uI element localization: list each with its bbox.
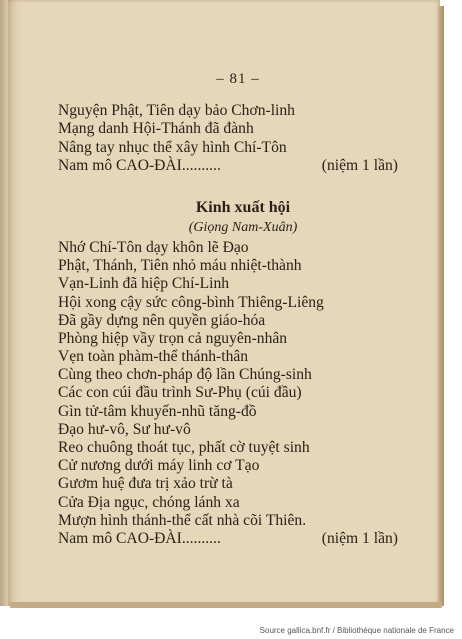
verse-line: Hội xong cậy sức công-bình Thiêng-Liêng	[58, 293, 324, 311]
verse-line: Cử nương dưới máy linh cơ Tạo	[58, 457, 260, 475]
page-number: – 81 –	[216, 71, 260, 87]
verse-line: Đã gầy dựng nên quyền giáo-hóa	[58, 311, 266, 329]
invocation-text: Nam mô CAO-ĐÀI..........	[58, 156, 221, 174]
source-credit: Source gallica.bnf.fr / Bibliothèque nationale de France	[259, 626, 454, 635]
verse-line: Gìn tử-tâm khuyến-nhũ tăng-đồ	[58, 402, 257, 420]
verse-line: Đạo hư-vô, Sư hư-vô	[58, 420, 191, 438]
verse-line: Phật, Thánh, Tiên nhỏ máu nhiệt-thành	[58, 257, 302, 275]
section-title: Kinh xuất hội	[195, 198, 291, 216]
verse-line: Nguyện Phật, Tiên dạy bảo Chơn-linh	[58, 102, 295, 120]
invocation-text: Nam mô CAO-ĐÀI..........	[58, 529, 221, 547]
verse-line: Vạn-Linh đã hiệp Chí-Linh	[58, 275, 230, 293]
verse-line: Vẹn toàn phàm-thể thánh-thân	[58, 348, 249, 366]
verse-line: Cửa Địa ngục, chóng lánh xa	[58, 493, 240, 511]
verse-line: Reo chuông thoát tục, phất cờ tuyệt sinh	[58, 439, 310, 457]
verse-line: Gươm huệ đưa trị xảo trừ tà	[58, 475, 233, 493]
invocation-line	[58, 157, 398, 175]
verse-line: Mạng danh Hội-Thánh đã đành	[58, 120, 254, 138]
verse-line: Mượn hình thánh-thể cất nhà cõi Thiên.	[58, 511, 307, 529]
verse-line: Cùng theo chơn-pháp độ lần Chúng-sinh	[58, 366, 312, 384]
invocation-line	[58, 530, 398, 548]
invocation-note: (niệm 1 lần)	[321, 156, 398, 174]
verse-line: Nhớ Chí-Tôn dạy khôn lẽ Đạo	[58, 238, 249, 256]
page-bottom-edge	[10, 602, 442, 608]
verse-line: Các con cúi đầu trình Sư-Phụ (cúi đầu)	[58, 384, 302, 402]
verse-line: Nâng tay nhục thể xây hình Chí-Tôn	[58, 138, 287, 156]
section-subtitle: (Giọng Nam-Xuân)	[188, 219, 298, 235]
stanza-2	[58, 239, 398, 548]
invocation-note: (niệm 1 lần)	[321, 529, 398, 547]
stanza-1	[58, 102, 398, 175]
page-text	[58, 70, 398, 548]
page-edge	[438, 6, 444, 606]
verse-line: Phòng hiệp vầy trọn cả nguyên-nhân	[58, 329, 288, 347]
